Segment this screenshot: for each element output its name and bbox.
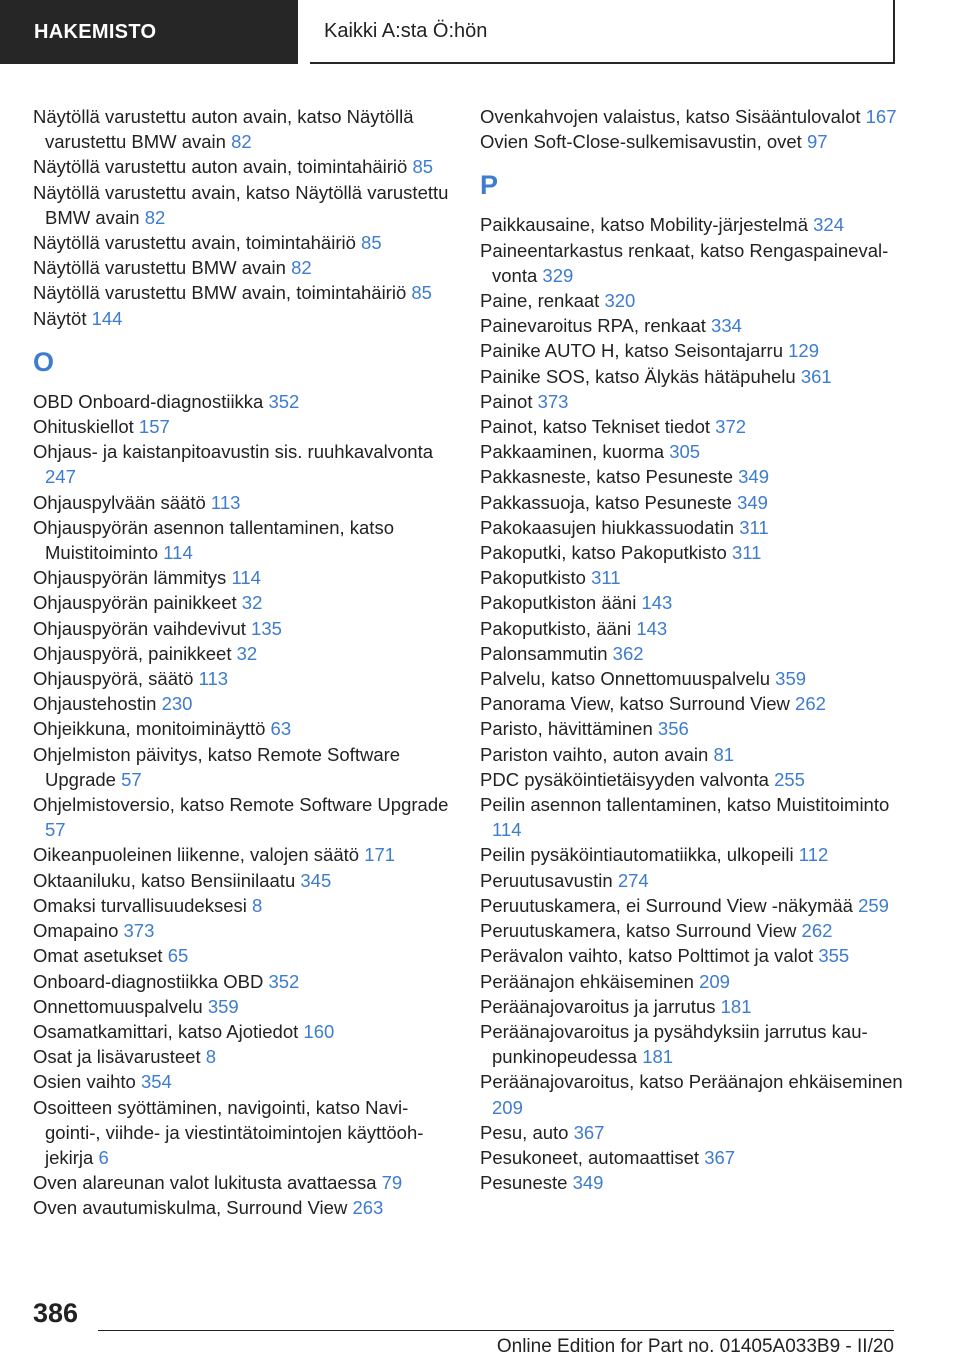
index-page-link[interactable]: 63 [270,718,292,740]
index-entry-text: Ohjaus- ja kaistanpitoavustin sis. ruuhkavalvonta [33,441,434,463]
index-entry-text: Ohjeikkuna, monitoiminäyttö [33,718,266,740]
footer-edition: Online Edition for Part no. 01405A033B9 - II/20 [496,1336,894,1357]
index-entry [33,1195,453,1220]
index-page-link[interactable]: 367 [573,1121,605,1143]
index-entry [480,1145,910,1170]
header-subtitle: Kaikki A:sta Ö:hön [324,19,488,42]
index-entry [480,338,910,363]
index-page-link[interactable]: 259 [858,894,889,916]
index-entry [33,918,453,943]
index-entry [480,464,910,489]
index-entry [480,742,910,767]
index-entry [480,414,910,439]
index-page-link[interactable]: 359 [207,995,239,1017]
index-page-link[interactable]: 113 [210,491,241,513]
index-entry [480,666,910,691]
index-page-link[interactable]: 97 [806,131,828,153]
index-entry-text: Pakoputkisto, ääni [480,617,632,639]
index-page-link[interactable]: 274 [617,869,649,891]
index-entry [480,313,910,338]
index-entry-text: Paristo, hävittäminen [480,718,653,740]
index-entry [33,306,453,331]
index-entry [33,691,453,716]
index-entry-text: Näytöllä varustettu avain, toimintahäiriö [33,232,356,254]
index-page-link[interactable]: 57 [45,819,66,841]
index-entry [33,255,453,280]
index-entry [33,943,453,968]
index-page-link[interactable]: 32 [241,592,263,614]
index-page-link[interactable]: 143 [636,617,668,639]
index-entry [480,1120,910,1145]
index-entry [33,994,453,1019]
index-page-link[interactable]: 262 [801,920,833,942]
index-page-link[interactable]: 373 [537,390,569,412]
index-page-link[interactable]: 143 [641,592,673,614]
index-entry-text: Ohjauspyörän vaihdevivut [33,617,246,639]
index-page-link[interactable]: 82 [231,131,252,153]
index-page-link[interactable]: 372 [715,416,747,438]
index-entry-text: Painot [480,390,533,412]
index-entry [33,1095,453,1171]
index-entry-text: Painevaroitus RPA, renkaat [480,315,706,337]
index-entry [480,1019,910,1069]
index-page-link[interactable]: 167 [865,106,897,127]
index-entry [480,1069,910,1119]
index-entry-text: Ohjauspyörän painikkeet [33,592,237,614]
index-entry-text: Ohjaustehostin [33,693,157,715]
index-entry [33,742,453,792]
footer-divider [98,1330,894,1331]
index-entry [33,616,453,641]
index-entry [480,129,910,154]
index-page-link[interactable]: 160 [303,1020,335,1042]
index-entry-text: Onboard-diagnostiikka OBD [33,970,264,992]
index-page-link[interactable]: 114 [231,567,261,589]
index-entry-text: Pakkaaminen, kuorma [480,441,665,463]
index-entry [33,641,453,666]
index-entry [480,515,910,540]
index-entry-text: Omaksi turvallisuudeksesi [33,894,247,916]
index-page-link[interactable]: 135 [251,617,282,639]
index-page-link[interactable]: 356 [657,718,689,740]
index-entry [33,1044,453,1069]
index-page-link[interactable]: 209 [492,1096,523,1118]
index-entry-text: Osien vaihto [33,1071,136,1093]
index-entry [33,792,453,842]
index-page-link[interactable]: 82 [144,206,166,228]
index-page-link[interactable]: 82 [291,257,312,279]
index-entry-text: Ohjelmistoversio, katso Remote Software Upgrade [33,794,449,816]
index-entry-text: Ohjelmiston päivitys, katso Remote Software Upgrade [33,743,401,790]
index-entry-text: Peruutusavustin [480,869,613,891]
index-entry-text: Ohjauspyörän lämmitys [33,567,227,589]
index-page-link[interactable]: 157 [138,416,170,438]
index-entry [480,943,910,968]
index-entry [33,716,453,741]
index-page-link[interactable]: 181 [720,995,752,1017]
index-entry-text: Perävalon vaihto, katso Polttimot ja valot [480,945,814,967]
index-entry [480,238,910,288]
index-page-link[interactable]: 311 [739,516,769,538]
index-page-link[interactable]: 311 [731,542,762,564]
index-page-link[interactable]: 112 [798,844,829,866]
index-entry [33,180,453,230]
index-entry-text: Oktaaniluku, katso Bensiinilaatu [33,869,296,891]
index-entry-text: Peräänajon ehkäiseminen [480,970,694,992]
index-entry [33,868,453,893]
index-entry [33,1170,453,1195]
index-page-link[interactable]: 354 [140,1071,172,1093]
index-page-link[interactable]: 144 [91,307,123,329]
index-page-link[interactable]: 262 [795,693,826,715]
index-entry [33,1019,453,1044]
index-page-link[interactable]: 113 [198,668,229,690]
index-entry-text: Peräänajovaroitus, katso Peräänajon ehkäiseminen [480,1071,903,1093]
index-entry [480,590,910,615]
index-entry-text: Ovien Soft-Close-sulkemisavustin, ovet [480,131,802,153]
index-page-link[interactable]: 8 [252,894,263,916]
index-entry-text: Näytöllä varustettu BMW avain, toimintahäiriö [33,282,407,304]
section-title: HAKEMISTO [34,20,157,43]
index-entry-text: Pesuneste [480,1172,568,1194]
index-page-link[interactable]: 85 [411,282,432,304]
index-entry-text: Ohjauspyörä, säätö [33,668,194,690]
index-page-link[interactable]: 230 [161,693,193,715]
index-page-link[interactable]: 85 [412,156,434,178]
index-page-link[interactable]: 255 [774,768,805,790]
index-entry-text: Ohituskiellot [33,416,134,438]
index-entry [33,590,453,615]
index-entry [480,364,910,389]
index-page-link[interactable]: 373 [123,920,155,942]
header-subtitle-box [310,0,895,64]
index-column-left [33,104,453,1221]
index-page-link[interactable]: 181 [642,1046,674,1068]
index-entry-text: Näytöllä varustettu auton avain, toimintahäiriö [33,156,408,178]
index-entry [33,565,453,590]
index-page-link[interactable]: 263 [352,1197,384,1219]
index-entry-text: Painike AUTO H, katso Seisontajarru [480,340,783,362]
index-page-link[interactable]: 311 [591,567,621,589]
index-entry [480,1170,910,1195]
index-page-link[interactable]: 355 [818,945,850,967]
index-entry-text: OBD Onboard-diagnostiikka [33,390,264,412]
index-entry-text: Omapaino [33,920,119,942]
index-page-link[interactable]: 329 [542,264,574,286]
section-tab [0,0,298,64]
index-entry [33,389,453,414]
index-entry-text: Peruutuskamera, katso Surround View [480,920,797,942]
index-entry [480,842,910,867]
index-page-link[interactable]: 305 [669,441,701,463]
index-entry [480,918,910,943]
index-entry-text: Paine, renkaat [480,290,600,312]
index-page-link[interactable]: 349 [737,491,768,513]
index-entry [33,280,453,305]
index-entry [33,414,453,439]
index-page-link[interactable]: 324 [813,214,845,236]
index-entry-text: Pakoputki, katso Pakoputkisto [480,542,727,564]
index-page-link[interactable]: 352 [268,390,300,412]
index-entry-text: Paineentarkastus renkaat, katso Rengaspainevalvonta [480,239,889,286]
index-page-link[interactable]: 57 [121,768,142,790]
index-entry [480,389,910,414]
index-page-link[interactable]: 320 [604,290,636,312]
index-entry [480,490,910,515]
index-entry [480,565,910,590]
index-entry-text: Oven avautumiskulma, Surround View [33,1197,348,1219]
index-entry [480,288,910,313]
index-page-link[interactable]: 114 [163,542,193,564]
index-page-link[interactable]: 349 [738,466,769,488]
index-page-link[interactable]: 345 [300,869,332,891]
index-entry [480,868,910,893]
index-entry [480,104,910,129]
index-page-link[interactable]: 209 [699,970,730,992]
index-entry-text: Oikeanpuoleinen liikenne, valojen säätö [33,844,360,866]
index-entry-text: Palvelu, katso Onnettomuuspalvelu [480,668,771,690]
index-entry-text: Näytöllä varustettu auton avain, katso Näytöllä varustettu BMW avain [33,106,414,153]
index-entry-text: Pesukoneet, automaattiset [480,1146,700,1168]
index-entry-text: Näytöllä varustettu avain, katso Näytöllä varustettu BMW avain [33,181,449,228]
index-entry [33,842,453,867]
index-entry-text: Painike SOS, katso Älykäs hätäpuhelu [480,365,796,387]
index-letter-heading: O [33,346,55,377]
index-entry [480,893,910,918]
index-entry-text: Peräänajovaroitus ja pysähdyksiin jarrutus kaupunkinopeudessa [480,1020,868,1068]
index-entry [33,969,453,994]
index-entry-text: Palonsammutin [480,642,608,664]
index-entry-text: Osat ja lisävarusteet [33,1046,201,1068]
index-entry-text: Peilin asennon tallentaminen, katso Muistitoiminto [480,794,890,816]
index-entry-text: Pesu, auto [480,1121,569,1143]
index-page-link[interactable]: 6 [98,1146,109,1168]
index-entry-text: Peruutuskamera, ei Surround View -näkymää [480,894,853,916]
index-entry-text: Osoitteen syöttäminen, navigointi, katso Navigointi-, viihde- ja viestintätoimintojen käyttöohjekirja [33,1096,424,1168]
index-page-link[interactable]: 334 [711,315,742,337]
index-entry [480,716,910,741]
index-entry [33,893,453,918]
index-entry [480,616,910,641]
index-entry-text: Pariston vaihto, auton avain [480,743,709,765]
index-entry-text: Peräänajovaroitus ja jarrutus [480,995,716,1017]
index-column-right [480,104,910,1195]
index-entry-text: Ovenkahvojen valaistus, katso Sisääntulovalot [480,106,861,127]
index-entry-text: Pakoputkiston ääni [480,592,637,614]
page-number: 386 [33,1298,79,1328]
index-entry-text: Omat asetukset [33,945,163,967]
index-entry-text: Peilin pysäköintiautomatiikka, ulkopeili [480,844,794,866]
index-page-link[interactable]: 114 [492,819,522,841]
index-entry [33,104,453,154]
index-entry-text: Pakoputkisto [480,567,586,589]
index-entry-text: Panorama View, katso Surround View [480,693,790,715]
index-entry [33,666,453,691]
index-entry-text: Näytöllä varustettu BMW avain [33,257,286,279]
index-entry-text: Pakkasneste, katso Pesuneste [480,466,733,488]
index-entry [480,540,910,565]
index-entry [33,439,453,489]
index-entry [33,154,453,179]
index-entry-text: Ohjauspylvään säätö [33,491,206,513]
index-entry [480,641,910,666]
index-page-link[interactable]: 362 [612,642,644,664]
index-entry [480,439,910,464]
index-entry-text: Oven alareunan valot lukitusta avattaessa [33,1172,377,1194]
index-entry [33,230,453,255]
index-page-link[interactable]: 247 [45,466,76,488]
index-entry-text: Näytöt [33,307,87,329]
index-entry-text: Osamatkamittari, katso Ajotiedot [33,1020,299,1042]
index-page-link[interactable]: 79 [381,1172,403,1194]
index-entry-text: Onnettomuuspalvelu [33,995,203,1017]
index-page-link[interactable]: 8 [205,1046,217,1068]
index-page-link[interactable]: 65 [167,945,189,967]
index-entry [33,1069,453,1094]
index-entry [480,969,910,994]
index-page-link[interactable]: 367 [704,1146,736,1168]
index-page-link[interactable]: 361 [800,365,832,387]
index-entry-text: Ohjauspyörän asennon tallentaminen, katso Muistitoiminto [33,516,394,564]
index-entry [480,212,910,237]
index-page-link[interactable]: 349 [572,1172,604,1194]
index-page-link[interactable]: 359 [775,668,807,690]
index-entry [480,994,910,1019]
index-entry [480,691,910,716]
index-entry-text: PDC pysäköintietäisyyden valvonta [480,768,769,790]
index-entry-text: Pakokaasujen hiukkassuodatin [480,516,735,538]
index-entry [33,515,453,565]
index-entry [33,490,453,515]
index-page-link[interactable]: 129 [788,340,820,362]
index-entry-text: Paikkausaine, katso Mobility-järjestelmä [480,214,808,236]
index-page-link[interactable]: 32 [236,642,258,664]
index-page-link[interactable]: 352 [268,970,300,992]
index-entry-text: Painot, katso Tekniset tiedot [480,416,711,438]
index-entry-text: Ohjauspyörä, painikkeet [33,642,232,664]
index-letter-heading: P [480,170,499,201]
index-page-link[interactable]: 171 [364,844,396,866]
index-entry [480,792,910,842]
index-entry [480,767,910,792]
index-entry-text: Pakkassuoja, katso Pesuneste [480,491,732,513]
index-page-link[interactable]: 81 [713,743,735,765]
index-page-link[interactable]: 85 [361,232,382,254]
